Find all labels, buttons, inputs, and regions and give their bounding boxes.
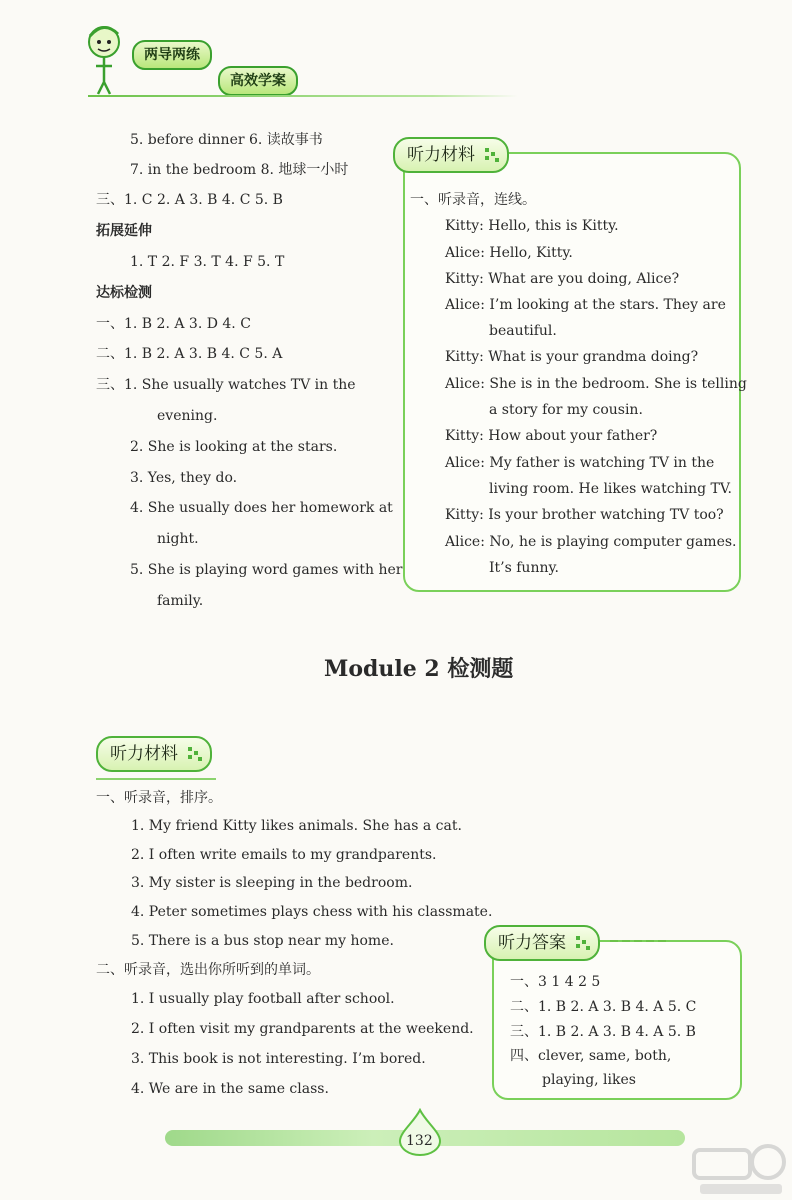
script-line: 1. My friend Kitty likes animals. She has a cat.	[131, 818, 462, 834]
dialogue-line: Alice: My father is watching TV in the	[445, 455, 715, 471]
answer-tag	[484, 925, 600, 961]
section-heading: 拓展延伸	[96, 223, 152, 239]
watermark-logo-icon	[690, 1140, 790, 1200]
dialogue-line: Kitty: What is your grandma doing?	[445, 349, 699, 365]
answer-line: 三、1. B 2. A 3. B 4. A 5. B	[510, 1024, 696, 1040]
script-line: 4. We are in the same class.	[131, 1081, 329, 1097]
box-heading: 一、听录音，连线。	[410, 192, 536, 208]
tag-label: 听力材料	[407, 145, 475, 165]
answer-line: playing, likes	[542, 1072, 636, 1088]
header-rule	[88, 95, 518, 97]
answer-line: 二、1. B 2. A 3. B 4. C 5. A	[96, 346, 283, 362]
module-title: Module 2 检测题	[324, 656, 514, 682]
script-line: 2. I often visit my grandparents at the weekend.	[131, 1021, 474, 1037]
script-line: 2. I often write emails to my grandparents.	[131, 847, 437, 863]
dialogue-line: Alice: No, he is playing computer games.	[445, 534, 737, 550]
script-line: 3. This book is not interesting. I’m bored.	[131, 1051, 426, 1067]
dialogue-line: Alice: Hello, Kitty.	[445, 245, 573, 261]
page-number: 132	[406, 1133, 433, 1149]
answer-line: 2. She is looking at the stars.	[130, 439, 338, 455]
tag-label: 听力答案	[498, 933, 566, 953]
answer-line: 三、1. She usually watches TV in the	[96, 377, 356, 393]
answer-line: 4. She usually does her homework at	[130, 500, 393, 516]
dialogue-line: Alice: She is in the bedroom. She is telling	[445, 376, 747, 392]
dialogue-line: It’s funny.	[489, 560, 559, 576]
tag-label: 听力材料	[110, 744, 178, 764]
listening-material-tag	[393, 137, 509, 173]
answer-line: 一、3 1 4 2 5	[510, 974, 601, 990]
answer-line: 一、1. B 2. A 3. D 4. C	[96, 316, 251, 332]
dialogue-line: Alice: I’m looking at the stars. They are	[445, 297, 726, 313]
dialogue-line: Kitty: What are you doing, Alice?	[445, 271, 680, 287]
answer-line: evening.	[157, 408, 218, 424]
script-line: 3. My sister is sleeping in the bedroom.	[131, 875, 413, 891]
dialogue-line: beautiful.	[489, 323, 557, 339]
answer-line: 5. She is playing word games with her	[130, 562, 403, 578]
dots-decoration-icon	[483, 146, 501, 164]
answer-line: 3. Yes, they do.	[130, 470, 238, 486]
listening-material-tag	[96, 736, 212, 772]
section-heading: 达标检测	[96, 285, 152, 301]
dots-decoration-icon	[574, 934, 592, 952]
dialogue-line: Kitty: How about your father?	[445, 428, 658, 444]
section-heading: 一、听录音，排序。	[96, 790, 222, 806]
dialogue-line: Kitty: Is your brother watching TV too?	[445, 507, 724, 523]
mascot-logo-icon	[82, 20, 132, 98]
answer-line: 7. in the bedroom 8. 地球一小时	[130, 162, 349, 178]
tag-underline	[96, 778, 216, 780]
answer-line: 四、clever, same, both,	[510, 1048, 672, 1064]
answer-line: 1. T 2. F 3. T 4. F 5. T	[130, 254, 285, 270]
script-line: 4. Peter sometimes plays chess with his classmate.	[131, 904, 493, 920]
answer-line: 二、1. B 2. A 3. B 4. A 5. C	[510, 999, 697, 1015]
header-badge-2: 高效学案	[218, 66, 298, 96]
answer-line: 三、1. C 2. A 3. B 4. C 5. B	[96, 192, 283, 208]
script-line: 5. There is a bus stop near my home.	[131, 933, 394, 949]
dots-decoration-icon	[186, 745, 204, 763]
script-line: 1. I usually play football after school.	[131, 991, 395, 1007]
dialogue-line: a story for my cousin.	[489, 402, 643, 418]
answer-line: 5. before dinner 6. 读故事书	[130, 132, 323, 148]
dialogue-line: Kitty: Hello, this is Kitty.	[445, 218, 619, 234]
header-badge-1: 两导两练	[132, 40, 212, 70]
answer-line: night.	[157, 531, 199, 547]
section-heading: 二、听录音，选出你所听到的单词。	[96, 962, 320, 978]
tag-dash	[610, 940, 670, 942]
answer-line: family.	[157, 593, 204, 609]
dialogue-line: living room. He likes watching TV.	[489, 481, 732, 497]
